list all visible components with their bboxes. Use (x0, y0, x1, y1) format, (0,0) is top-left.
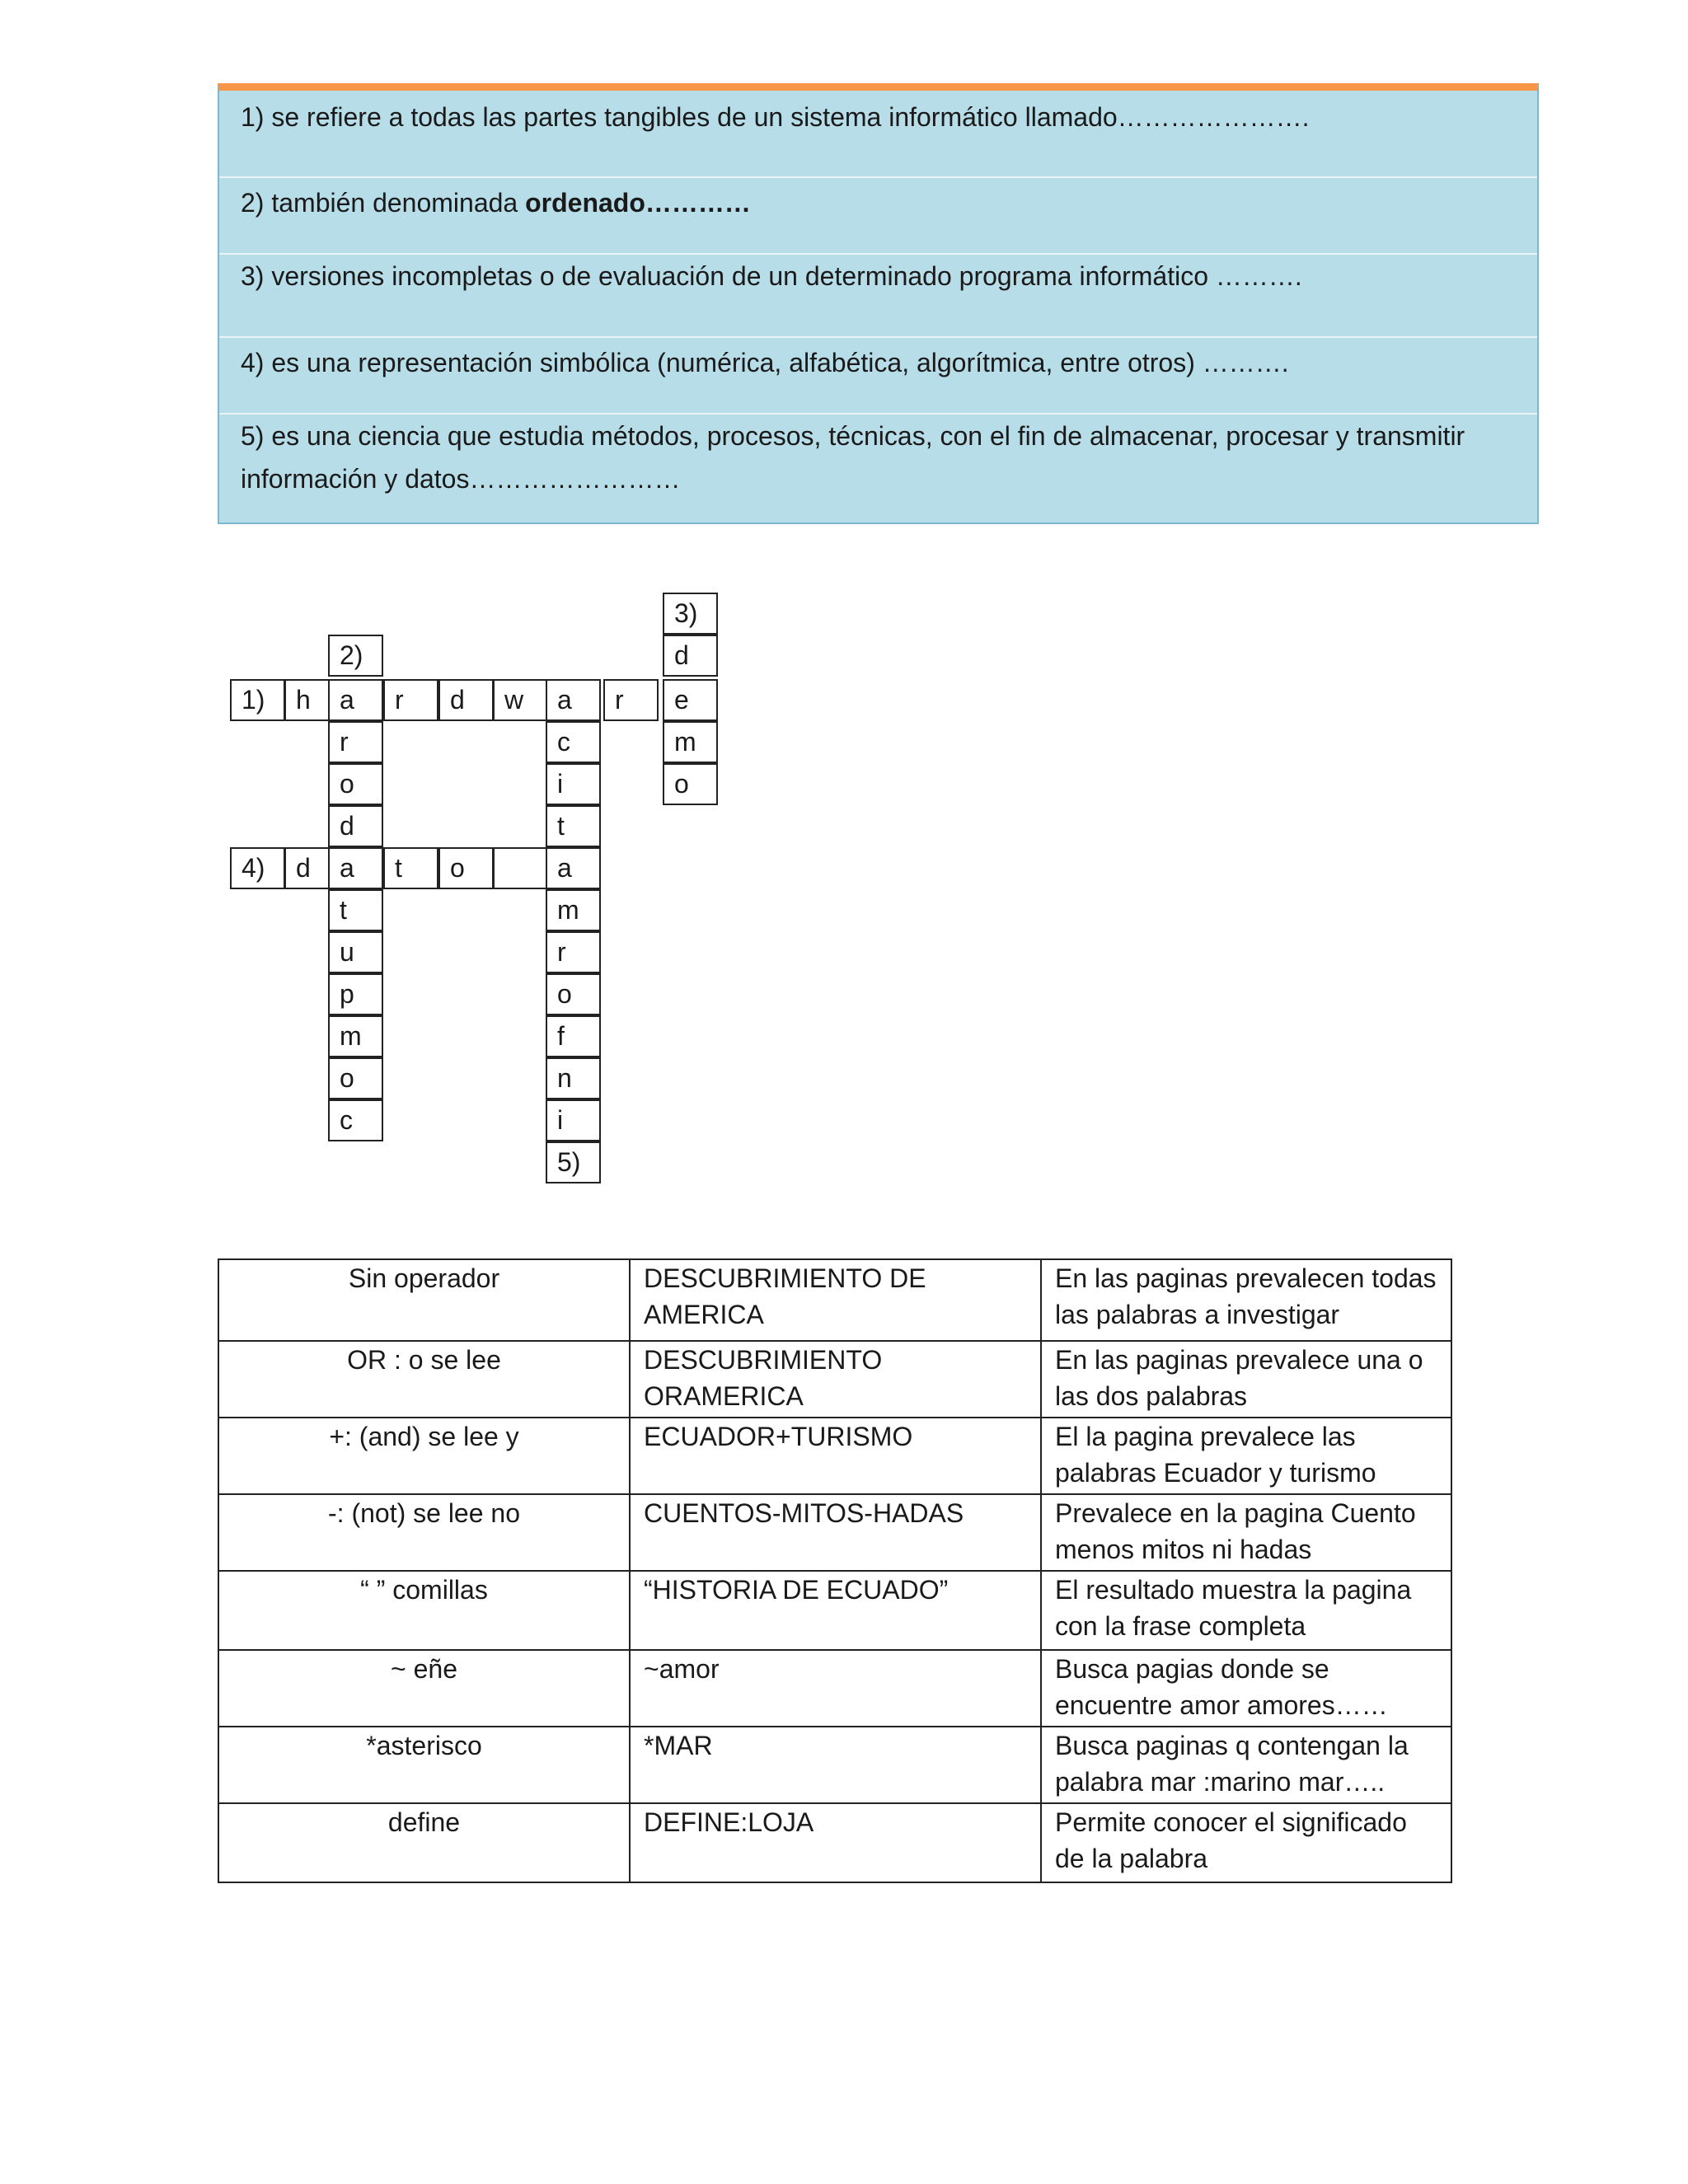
clue-4-text: 4) es una representación simbólica (numérica, alfabética, algorítmica, entre otros) ………. (241, 348, 1289, 377)
crossword-cell: a (546, 847, 601, 889)
clue-5-line2: información y datos…………………… (241, 464, 681, 494)
crossword-cell: a (546, 679, 601, 721)
crossword-cell: o (546, 973, 601, 1015)
crossword-cell: d (328, 805, 383, 847)
example-cell: *MAR (630, 1727, 1041, 1803)
crossword-cell: t (328, 889, 383, 931)
operator-cell: Sin operador (218, 1259, 630, 1341)
crossword-cell: o (663, 763, 718, 805)
example-cell: CUENTOS-MITOS-HADAS (630, 1494, 1041, 1571)
clue-5-line1: 5) es una ciencia que estudia métodos, procesos, técnicas, con el fin de almacenar, procesar y transmitir (241, 421, 1465, 451)
crossword-cell: c (328, 1099, 383, 1141)
crossword-cell: h (284, 679, 340, 721)
crossword-cell: o (438, 847, 494, 889)
crossword-cell: r (328, 721, 383, 763)
crossword-cell: a (328, 847, 383, 889)
crossword-cell: 1) (230, 679, 285, 721)
operator-cell: -: (not) se lee no (218, 1494, 630, 1571)
crossword-cell: 3) (663, 593, 718, 635)
crossword-cell: o (328, 1057, 383, 1099)
description-cell: El la pagina prevalece las palabras Ecuador y turismo (1041, 1418, 1451, 1494)
crossword-cell: i (546, 1099, 601, 1141)
crossword-cell: r (546, 931, 601, 973)
crossword-cell: t (546, 805, 601, 847)
crossword-cell: e (663, 679, 718, 721)
crossword-cell: i (546, 763, 601, 805)
crossword-cell: a (328, 679, 383, 721)
clue-2-prefix: 2) también denominada (241, 188, 526, 218)
description-cell: Busca pagias donde se encuentre amor amores…… (1041, 1650, 1451, 1727)
operator-cell: define (218, 1803, 630, 1882)
crossword-cell: o (328, 763, 383, 805)
example-cell: “HISTORIA DE ECUADO” (630, 1571, 1041, 1650)
table-row (218, 1650, 1451, 1727)
clue-2-bold: ordenado………… (525, 188, 751, 218)
crossword-cell: r (383, 679, 438, 721)
crossword-cell: m (546, 889, 601, 931)
clue-3-text: 3) versiones incompletas o de evaluación de un determinado programa informático ………. (241, 261, 1302, 291)
description-cell: Busca paginas q contengan la palabra mar :marino mar….. (1041, 1727, 1451, 1803)
operator-cell: OR : o se lee (218, 1341, 630, 1418)
table-row (218, 1494, 1451, 1571)
crossword-cell: m (663, 721, 718, 763)
crossword-cell: w (493, 679, 548, 721)
crossword-cell: d (284, 847, 340, 889)
crossword-cell: p (328, 973, 383, 1015)
crossword-cell (493, 847, 548, 889)
clue-1-text: 1) se refiere a todas las partes tangibles de un sistema informático llamado…………………. (241, 102, 1310, 132)
description-cell: En las paginas prevalece una o las dos palabras (1041, 1341, 1451, 1418)
table-row (218, 1259, 1451, 1341)
description-cell: En las paginas prevalecen todas las palabras a investigar (1041, 1259, 1451, 1341)
example-cell: ECUADOR+TURISMO (630, 1418, 1041, 1494)
example-cell: DESCUBRIMIENTO ORAMERICA (630, 1341, 1041, 1418)
table-row (218, 1803, 1451, 1882)
crossword-cell: d (438, 679, 494, 721)
table-row (218, 1341, 1451, 1418)
example-cell: DESCUBRIMIENTO DE AMERICA (630, 1259, 1041, 1341)
crossword-cell: 2) (328, 635, 383, 677)
operator-cell: ~ eñe (218, 1650, 630, 1727)
crossword-cell: m (328, 1015, 383, 1057)
crossword-cell: 5) (546, 1141, 601, 1183)
crossword-cell: c (546, 721, 601, 763)
description-cell: Permite conocer el significado de la palabra (1041, 1803, 1451, 1882)
example-cell: ~amor (630, 1650, 1041, 1727)
operator-cell: *asterisco (218, 1727, 630, 1803)
search-operators-table (218, 1258, 1452, 1883)
example-cell: DEFINE:LOJA (630, 1803, 1041, 1882)
operator-cell: “ ” comillas (218, 1571, 630, 1650)
crossword-cell: u (328, 931, 383, 973)
crossword-cell: 4) (230, 847, 285, 889)
crossword-cell: f (546, 1015, 601, 1057)
operator-cell: +: (and) se lee y (218, 1418, 630, 1494)
crossword-cell: d (663, 635, 718, 677)
crossword-cell: t (383, 847, 438, 889)
crossword-cell: r (603, 679, 659, 721)
table-row (218, 1571, 1451, 1650)
description-cell: El resultado muestra la pagina con la frase completa (1041, 1571, 1451, 1650)
crossword-cell: n (546, 1057, 601, 1099)
table-row (218, 1418, 1451, 1494)
table-row (218, 1727, 1451, 1803)
description-cell: Prevalece en la pagina Cuento menos mitos ni hadas (1041, 1494, 1451, 1571)
